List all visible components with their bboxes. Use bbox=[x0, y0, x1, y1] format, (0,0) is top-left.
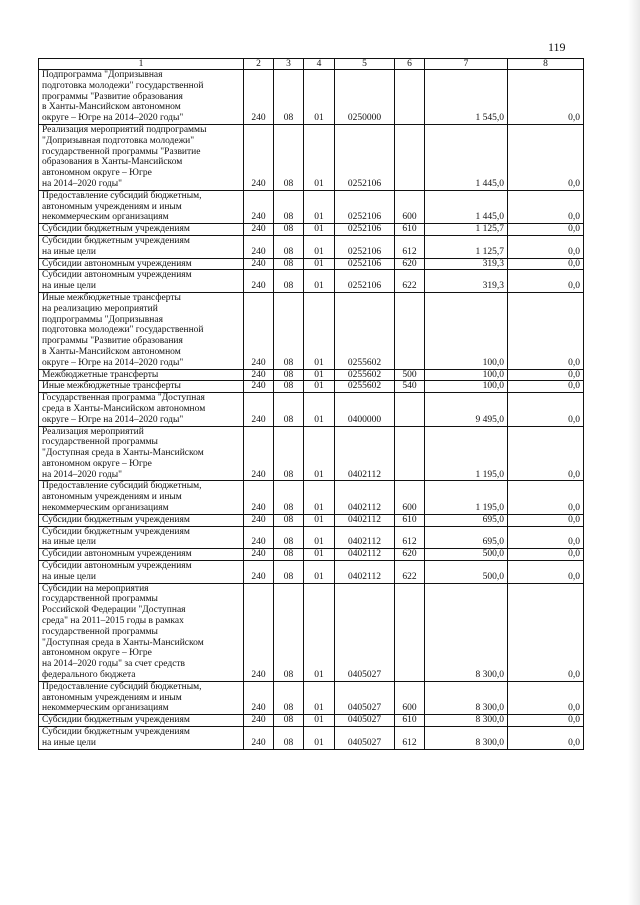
cell-col-8: 0,0 bbox=[508, 224, 584, 236]
cell-col-6: 622 bbox=[395, 561, 425, 584]
cell-col-5: 0255602 bbox=[335, 381, 395, 393]
cell-col-5: 0252106 bbox=[335, 224, 395, 236]
cell-col-7: 1 195,0 bbox=[425, 481, 508, 514]
row-name-cell: Предоставление субсидий бюджетным, автономным учреждениям и иным некоммерческим организациям bbox=[39, 681, 244, 714]
row-name-cell: Реализация мероприятий государственной программы "Доступная среда в Ханты-Мансийском автономном округе – Югре на 2014–2020 годы" bbox=[39, 426, 244, 481]
cell-col-8: 0,0 bbox=[508, 481, 584, 514]
cell-col-6: 600 bbox=[395, 190, 425, 223]
scan-edge bbox=[628, 0, 640, 905]
cell-col-4: 01 bbox=[304, 549, 335, 561]
cell-col-6: 600 bbox=[395, 481, 425, 514]
cell-col-7: 1 445,0 bbox=[425, 124, 508, 190]
cell-col-6: 620 bbox=[395, 258, 425, 270]
cell-col-5: 0402112 bbox=[335, 514, 395, 526]
cell-col-6: 612 bbox=[395, 235, 425, 258]
cell-col-2: 240 bbox=[244, 583, 274, 681]
cell-col-3: 08 bbox=[274, 681, 304, 714]
cell-col-8: 0,0 bbox=[508, 235, 584, 258]
cell-col-2: 240 bbox=[244, 369, 274, 381]
cell-col-8: 0,0 bbox=[508, 258, 584, 270]
cell-col-7: 100,0 bbox=[425, 292, 508, 369]
cell-col-3: 08 bbox=[274, 381, 304, 393]
cell-col-3: 08 bbox=[274, 270, 304, 293]
cell-col-5: 0405027 bbox=[335, 583, 395, 681]
table-row bbox=[39, 292, 584, 369]
cell-col-5: 0252106 bbox=[335, 270, 395, 293]
table-row bbox=[39, 426, 584, 481]
cell-col-8: 0,0 bbox=[508, 727, 584, 750]
table-row bbox=[39, 369, 584, 381]
cell-col-5: 0405027 bbox=[335, 715, 395, 727]
cell-col-8: 0,0 bbox=[508, 681, 584, 714]
cell-col-3: 08 bbox=[274, 561, 304, 584]
row-name-cell: Межбюджетные трансферты bbox=[39, 369, 244, 381]
cell-col-7: 8 300,0 bbox=[425, 583, 508, 681]
row-name-cell: Предоставление субсидий бюджетным, автономным учреждениям и иным некоммерческим организациям bbox=[39, 190, 244, 223]
cell-col-2: 240 bbox=[244, 526, 274, 549]
cell-col-8: 0,0 bbox=[508, 369, 584, 381]
row-name-cell: Реализация мероприятий подпрограммы "Допризывная подготовка молодежи" государственной программы "Развитие образования в Ханты-Мансийском автономном округе – Югре на 2014–2020 годы" bbox=[39, 124, 244, 190]
cell-col-8: 0,0 bbox=[508, 549, 584, 561]
cell-col-6: 600 bbox=[395, 681, 425, 714]
row-name-cell: Субсидии на мероприятия государственной программы Российской Федерации "Доступная среда" на 2011–2015 годы в рамках государственной программы "Доступная среда в Ханты-Мансийском автономном округе – Югре на 2014–2020 годы" за счет средств федерального бюджета bbox=[39, 583, 244, 681]
cell-col-2: 240 bbox=[244, 70, 274, 125]
cell-col-2: 240 bbox=[244, 270, 274, 293]
cell-col-4: 01 bbox=[304, 124, 335, 190]
cell-col-4: 01 bbox=[304, 70, 335, 125]
cell-col-5: 0402112 bbox=[335, 561, 395, 584]
header-row bbox=[39, 59, 584, 70]
cell-col-3: 08 bbox=[274, 393, 304, 426]
table-row bbox=[39, 393, 584, 426]
table-row bbox=[39, 514, 584, 526]
cell-col-5: 0250000 bbox=[335, 70, 395, 125]
row-name-cell: Предоставление субсидий бюджетным, автономным учреждениям и иным некоммерческим организациям bbox=[39, 481, 244, 514]
cell-col-4: 01 bbox=[304, 381, 335, 393]
cell-col-3: 08 bbox=[274, 124, 304, 190]
cell-col-3: 08 bbox=[274, 727, 304, 750]
cell-col-8: 0,0 bbox=[508, 715, 584, 727]
cell-col-8: 0,0 bbox=[508, 583, 584, 681]
cell-col-3: 08 bbox=[274, 224, 304, 236]
cell-col-3: 08 bbox=[274, 292, 304, 369]
cell-col-8: 0,0 bbox=[508, 190, 584, 223]
cell-col-3: 08 bbox=[274, 70, 304, 125]
cell-col-5: 0405027 bbox=[335, 681, 395, 714]
cell-col-6: 610 bbox=[395, 514, 425, 526]
cell-col-3: 08 bbox=[274, 258, 304, 270]
cell-col-4: 01 bbox=[304, 369, 335, 381]
cell-col-7: 8 300,0 bbox=[425, 727, 508, 750]
table-row bbox=[39, 727, 584, 750]
cell-col-2: 240 bbox=[244, 235, 274, 258]
row-name-cell: Субсидии автономным учреждениям bbox=[39, 258, 244, 270]
cell-col-7: 319,3 bbox=[425, 258, 508, 270]
table-row bbox=[39, 258, 584, 270]
cell-col-7: 8 300,0 bbox=[425, 715, 508, 727]
cell-col-2: 240 bbox=[244, 481, 274, 514]
cell-col-8: 0,0 bbox=[508, 393, 584, 426]
cell-col-3: 08 bbox=[274, 235, 304, 258]
cell-col-4: 01 bbox=[304, 514, 335, 526]
row-name-cell: Иные межбюджетные трансферты bbox=[39, 381, 244, 393]
cell-col-5: 0402112 bbox=[335, 549, 395, 561]
cell-col-6: 622 bbox=[395, 270, 425, 293]
row-name-cell: Субсидии бюджетным учреждениям на иные цели bbox=[39, 526, 244, 549]
cell-col-7: 500,0 bbox=[425, 549, 508, 561]
cell-col-7: 1 125,7 bbox=[425, 235, 508, 258]
cell-col-8: 0,0 bbox=[508, 70, 584, 125]
cell-col-5: 0252106 bbox=[335, 190, 395, 223]
cell-col-6 bbox=[395, 292, 425, 369]
cell-col-3: 08 bbox=[274, 526, 304, 549]
cell-col-2: 240 bbox=[244, 393, 274, 426]
cell-col-2: 240 bbox=[244, 681, 274, 714]
cell-col-4: 01 bbox=[304, 481, 335, 514]
row-name-cell: Субсидии бюджетным учреждениям bbox=[39, 715, 244, 727]
cell-col-3: 08 bbox=[274, 426, 304, 481]
cell-col-2: 240 bbox=[244, 292, 274, 369]
column-header: 5 bbox=[335, 59, 395, 70]
row-name-cell: Субсидии бюджетным учреждениям на иные цели bbox=[39, 727, 244, 750]
cell-col-2: 240 bbox=[244, 190, 274, 223]
cell-col-6 bbox=[395, 583, 425, 681]
cell-col-8: 0,0 bbox=[508, 270, 584, 293]
cell-col-3: 08 bbox=[274, 190, 304, 223]
cell-col-8: 0,0 bbox=[508, 514, 584, 526]
cell-col-3: 08 bbox=[274, 549, 304, 561]
cell-col-4: 01 bbox=[304, 526, 335, 549]
cell-col-8: 0,0 bbox=[508, 426, 584, 481]
cell-col-6 bbox=[395, 393, 425, 426]
cell-col-4: 01 bbox=[304, 270, 335, 293]
cell-col-4: 01 bbox=[304, 426, 335, 481]
cell-col-4: 01 bbox=[304, 393, 335, 426]
cell-col-5: 0252106 bbox=[335, 235, 395, 258]
table-row bbox=[39, 270, 584, 293]
cell-col-5: 0402112 bbox=[335, 526, 395, 549]
table-row bbox=[39, 235, 584, 258]
table-row bbox=[39, 70, 584, 125]
table-row bbox=[39, 124, 584, 190]
cell-col-3: 08 bbox=[274, 715, 304, 727]
cell-col-5: 0402112 bbox=[335, 426, 395, 481]
table-row bbox=[39, 190, 584, 223]
cell-col-4: 01 bbox=[304, 258, 335, 270]
table-row bbox=[39, 583, 584, 681]
cell-col-5: 0255602 bbox=[335, 369, 395, 381]
cell-col-2: 240 bbox=[244, 549, 274, 561]
cell-col-8: 0,0 bbox=[508, 561, 584, 584]
cell-col-2: 240 bbox=[244, 426, 274, 481]
budget-table bbox=[38, 58, 584, 750]
cell-col-4: 01 bbox=[304, 561, 335, 584]
cell-col-7: 1 545,0 bbox=[425, 70, 508, 125]
cell-col-2: 240 bbox=[244, 381, 274, 393]
row-name-cell: Государственная программа "Доступная среда в Ханты-Мансийском автономном округе – Югре на 2014–2020 годы" bbox=[39, 393, 244, 426]
cell-col-6: 610 bbox=[395, 715, 425, 727]
cell-col-7: 100,0 bbox=[425, 369, 508, 381]
column-header: 6 bbox=[395, 59, 425, 70]
cell-col-3: 08 bbox=[274, 481, 304, 514]
row-name-cell: Субсидии бюджетным учреждениям bbox=[39, 224, 244, 236]
cell-col-4: 01 bbox=[304, 715, 335, 727]
row-name-cell: Иные межбюджетные трансферты на реализацию мероприятий подпрограммы "Допризывная подготовка молодежи" государственной программы "Развитие образования в Ханты-Мансийском автономном округе – Югре на 2014–2020 годы" bbox=[39, 292, 244, 369]
cell-col-7: 8 300,0 bbox=[425, 681, 508, 714]
cell-col-7: 1 195,0 bbox=[425, 426, 508, 481]
cell-col-4: 01 bbox=[304, 235, 335, 258]
column-header: 2 bbox=[244, 59, 274, 70]
column-header: 8 bbox=[508, 59, 584, 70]
table-row bbox=[39, 381, 584, 393]
cell-col-6: 610 bbox=[395, 224, 425, 236]
cell-col-6: 612 bbox=[395, 526, 425, 549]
cell-col-3: 08 bbox=[274, 583, 304, 681]
cell-col-4: 01 bbox=[304, 292, 335, 369]
cell-col-3: 08 bbox=[274, 514, 304, 526]
cell-col-7: 319,3 bbox=[425, 270, 508, 293]
cell-col-6: 500 bbox=[395, 369, 425, 381]
row-name-cell: Подпрограмма "Допризывная подготовка молодежи" государственной программы "Развитие образования в Ханты-Мансийском автономном округе – Югре на 2014–2020 годы" bbox=[39, 70, 244, 125]
column-header: 3 bbox=[274, 59, 304, 70]
cell-col-4: 01 bbox=[304, 224, 335, 236]
page-number: 119 bbox=[548, 40, 566, 54]
cell-col-7: 500,0 bbox=[425, 561, 508, 584]
cell-col-6: 612 bbox=[395, 727, 425, 750]
cell-col-5: 0252106 bbox=[335, 124, 395, 190]
table-row bbox=[39, 549, 584, 561]
cell-col-6: 540 bbox=[395, 381, 425, 393]
table-row bbox=[39, 224, 584, 236]
cell-col-6: 620 bbox=[395, 549, 425, 561]
column-header: 1 bbox=[39, 59, 244, 70]
cell-col-4: 01 bbox=[304, 583, 335, 681]
cell-col-8: 0,0 bbox=[508, 292, 584, 369]
cell-col-3: 08 bbox=[274, 369, 304, 381]
cell-col-7: 695,0 bbox=[425, 526, 508, 549]
cell-col-2: 240 bbox=[244, 561, 274, 584]
row-name-cell: Субсидии автономным учреждениям bbox=[39, 549, 244, 561]
cell-col-2: 240 bbox=[244, 258, 274, 270]
cell-col-7: 1 445,0 bbox=[425, 190, 508, 223]
row-name-cell: Субсидии бюджетным учреждениям на иные цели bbox=[39, 235, 244, 258]
cell-col-4: 01 bbox=[304, 681, 335, 714]
cell-col-5: 0252106 bbox=[335, 258, 395, 270]
cell-col-5: 0255602 bbox=[335, 292, 395, 369]
cell-col-7: 695,0 bbox=[425, 514, 508, 526]
cell-col-5: 0405027 bbox=[335, 727, 395, 750]
row-name-cell: Субсидии автономным учреждениям на иные цели bbox=[39, 270, 244, 293]
cell-col-7: 100,0 bbox=[425, 381, 508, 393]
table-row bbox=[39, 561, 584, 584]
cell-col-4: 01 bbox=[304, 190, 335, 223]
cell-col-7: 1 125,7 bbox=[425, 224, 508, 236]
cell-col-8: 0,0 bbox=[508, 526, 584, 549]
cell-col-2: 240 bbox=[244, 715, 274, 727]
cell-col-2: 240 bbox=[244, 224, 274, 236]
cell-col-2: 240 bbox=[244, 124, 274, 190]
column-header: 4 bbox=[304, 59, 335, 70]
column-header: 7 bbox=[425, 59, 508, 70]
cell-col-6 bbox=[395, 70, 425, 125]
row-name-cell: Субсидии автономным учреждениям на иные цели bbox=[39, 561, 244, 584]
row-name-cell: Субсидии бюджетным учреждениям bbox=[39, 514, 244, 526]
cell-col-5: 0402112 bbox=[335, 481, 395, 514]
cell-col-2: 240 bbox=[244, 727, 274, 750]
table-row bbox=[39, 681, 584, 714]
cell-col-2: 240 bbox=[244, 514, 274, 526]
cell-col-8: 0,0 bbox=[508, 381, 584, 393]
cell-col-4: 01 bbox=[304, 727, 335, 750]
table-body bbox=[39, 70, 584, 750]
table-row bbox=[39, 526, 584, 549]
table-row bbox=[39, 481, 584, 514]
cell-col-7: 9 495,0 bbox=[425, 393, 508, 426]
cell-col-6 bbox=[395, 124, 425, 190]
cell-col-6 bbox=[395, 426, 425, 481]
table-row bbox=[39, 715, 584, 727]
cell-col-5: 0400000 bbox=[335, 393, 395, 426]
cell-col-8: 0,0 bbox=[508, 124, 584, 190]
